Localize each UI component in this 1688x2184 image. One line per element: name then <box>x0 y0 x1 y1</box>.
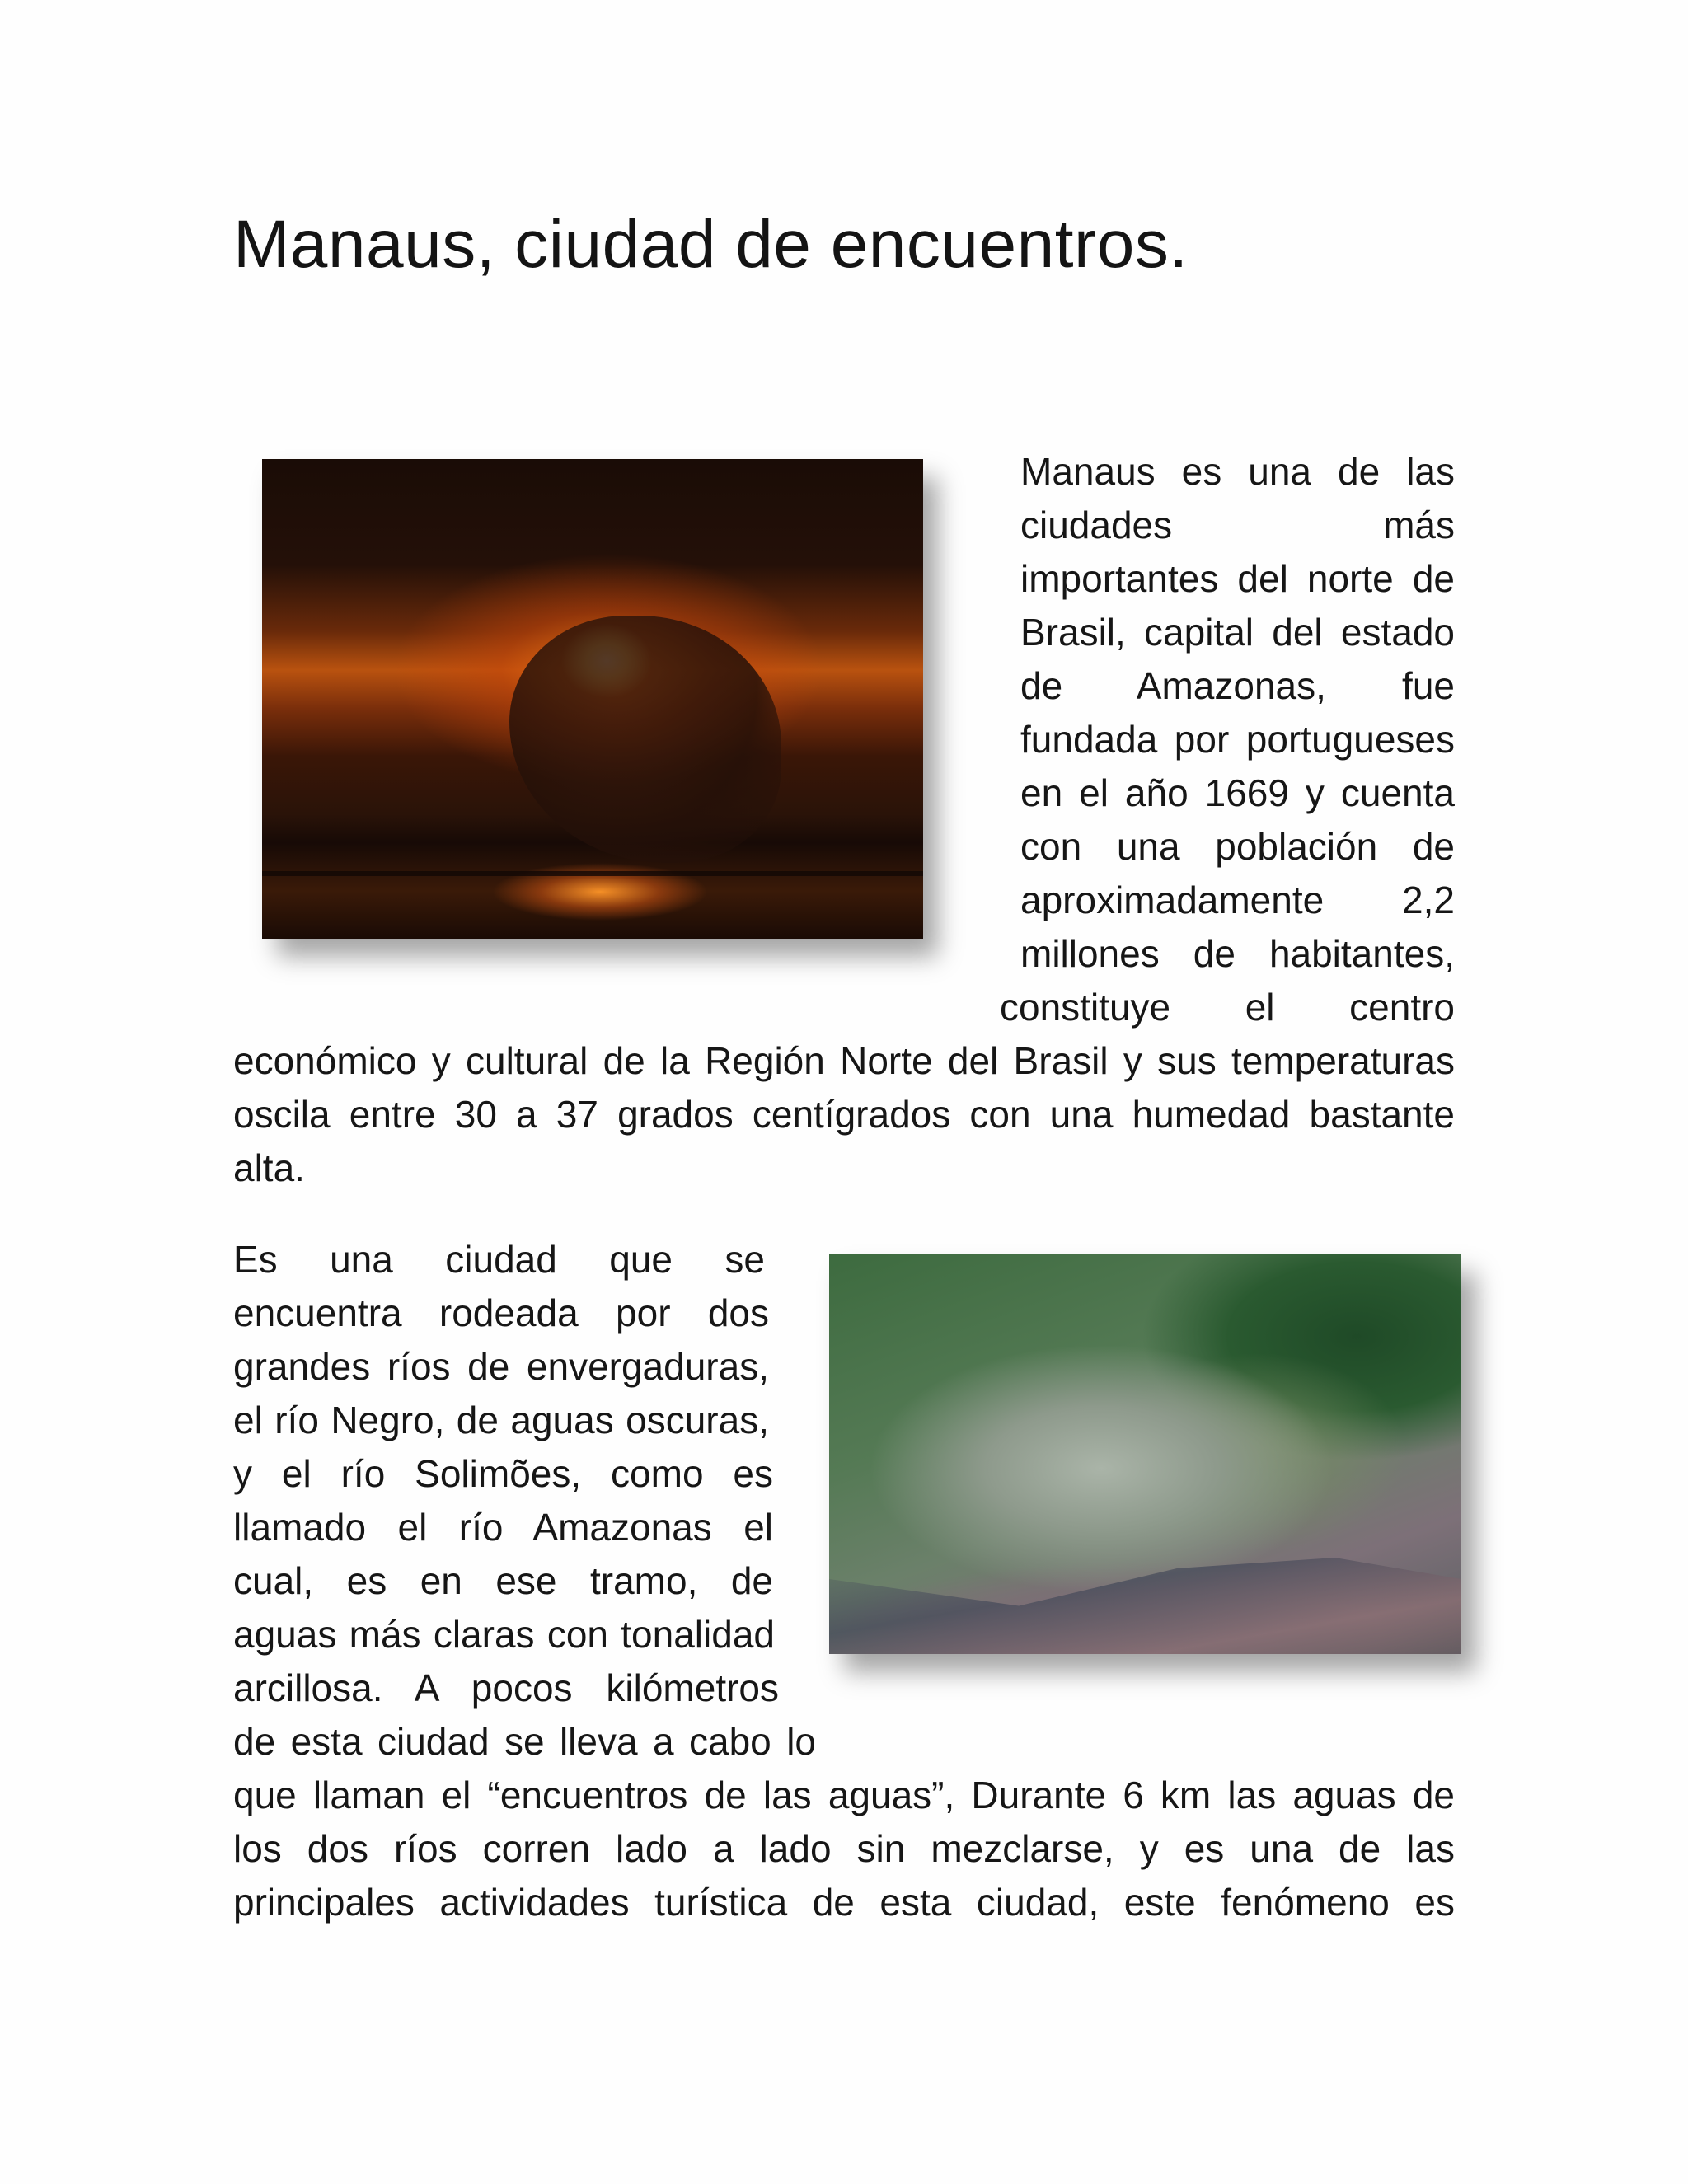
text-line: Manaus es una de las <box>1020 450 1455 493</box>
text-line: y el río Solimões, como es <box>233 1452 773 1495</box>
aerial-photo <box>829 1254 1461 1654</box>
sunset-horizon <box>262 871 923 876</box>
text-line: encuentra rodeada por dos <box>233 1291 769 1334</box>
paragraph-1-wide-text <box>233 981 1455 1195</box>
text-line: ciudades más <box>1020 504 1455 546</box>
text-line: aguas más claras con tonalidad <box>233 1613 775 1656</box>
paragraph-2-side-text <box>233 1233 816 1769</box>
page-title: Manaus, ciudad de encuentros. <box>233 207 1189 282</box>
paragraph-1-side-text <box>1020 445 1455 981</box>
text-line: económico y cultural de la Región Norte del Brasil y sus temperaturas <box>233 1039 1455 1082</box>
paragraph-2-wide-text <box>233 1769 1455 1929</box>
aerial-river <box>829 1547 1461 1654</box>
sunset-cloud <box>509 616 781 863</box>
text-line: grandes ríos de envergaduras, <box>233 1345 769 1388</box>
text-line: Es una ciudad que se <box>233 1238 765 1281</box>
sunset-photo <box>262 459 923 939</box>
text-line: arcillosa. A pocos kilómetros <box>233 1666 779 1709</box>
text-line: importantes del norte de <box>1020 557 1455 600</box>
text-line: aproximadamente 2,2 <box>1020 879 1455 921</box>
text-line: llamado el río Amazonas el <box>233 1506 773 1549</box>
text-line: de Amazonas, fue <box>1020 664 1455 707</box>
text-line: que llaman el “encuentros de las aguas”, Durante 6 km las aguas de <box>233 1774 1455 1816</box>
text-line: principales actividades turística de esta ciudad, este fenómeno es <box>233 1881 1455 1924</box>
text-line: oscila entre 30 a 37 grados centígrados con una humedad bastante <box>233 1093 1455 1136</box>
text-line: de esta ciudad se lleva a cabo lo <box>233 1720 816 1763</box>
text-line: los dos ríos corren lado a lado sin mezclarse, y es una de las <box>233 1827 1455 1870</box>
text-line: millones de habitantes, <box>1020 932 1455 975</box>
text-line: el río Negro, de aguas oscuras, <box>233 1399 769 1441</box>
text-line: cual, es en ese tramo, de <box>233 1559 773 1602</box>
text-line: alta. <box>233 1146 305 1189</box>
text-line: con una población de <box>1020 825 1455 868</box>
text-line: fundada por portugueses <box>1020 718 1455 761</box>
text-line: Brasil, capital del estado <box>1020 611 1455 654</box>
text-line: en el año 1669 y cuenta <box>1020 771 1455 814</box>
text-line: constituye el centro <box>1000 986 1455 1029</box>
